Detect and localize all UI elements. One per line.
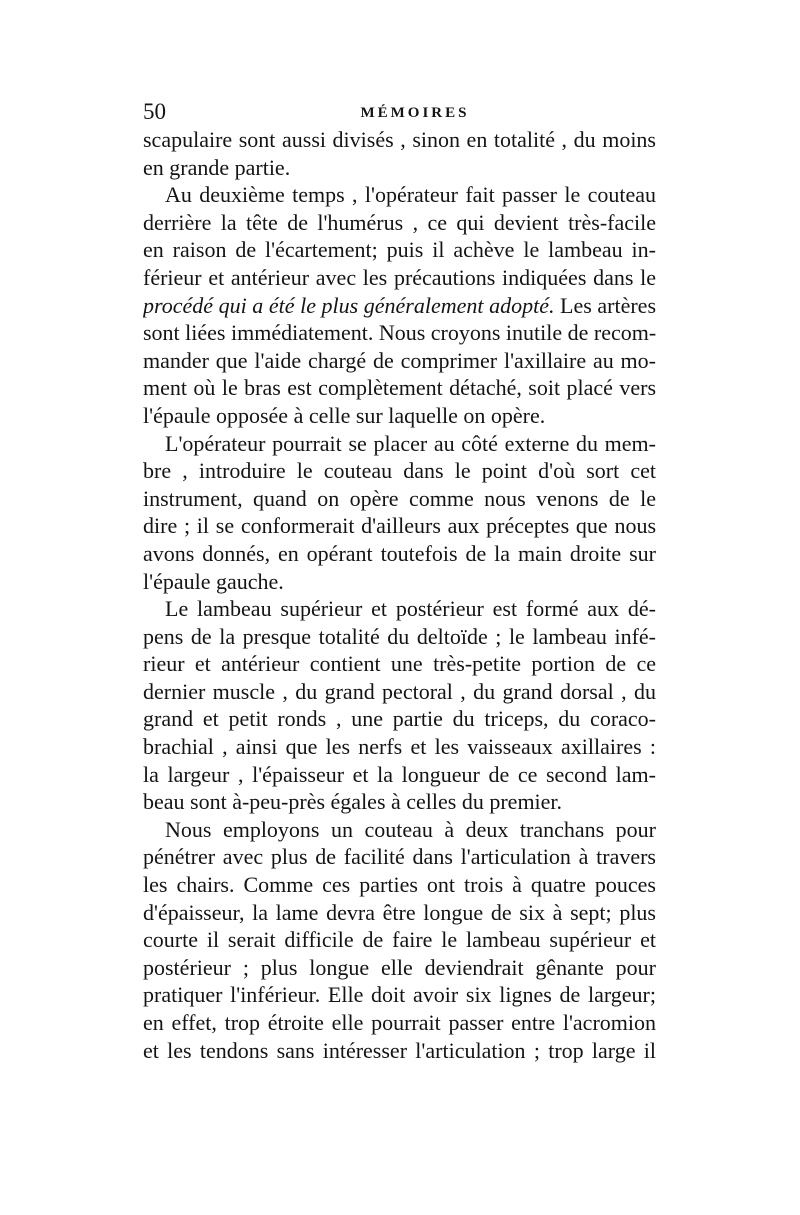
text-line-26: Nous employons un couteau à deux tranchans pour: [165, 816, 656, 842]
text-line-1: scapulaire sont aussi divisés , sinon en totalité , du moins: [143, 127, 656, 152]
text-line-13: bre , introduire le couteau dans le point d'où sort cet: [143, 458, 656, 484]
text-line-8: sont liées immédiatement. Nous croyons inutile de recom-: [143, 320, 656, 346]
text-line-17: l'épaule gauche.: [143, 568, 284, 594]
text-line-33: en effet, trop étroite elle pourrait passer entre l'acromion: [143, 1010, 656, 1035]
text-line-14: instrument, quand on opère comme nous venons de le: [143, 485, 656, 511]
text-line-7-rest: Les artères: [554, 292, 656, 318]
text-line-15: dire ; il se conformerait d'ailleurs aux préceptes que nous: [143, 513, 656, 539]
text-line-6: férieur et antérieur avec les précautions indiquées dans le: [143, 264, 656, 290]
text-line-10: ment où le bras est complètement détaché, soit placé vers: [143, 375, 656, 401]
running-head: MÉMOIRES: [360, 105, 470, 121]
page-number: 50: [143, 99, 166, 124]
text-line-27: pénétrer avec plus de facilité dans l'articulation à travers: [143, 844, 656, 870]
text-line-21: dernier muscle , du grand pectoral , du grand dorsal , du: [143, 678, 656, 704]
text-line-4: derrière la tête de l'humérus , ce qui devient très-facile: [143, 209, 656, 235]
text-line-34: et les tendons sans intéresser l'articulation ; trop large il: [143, 1037, 656, 1063]
text-line-19: pens de la presque totalité du deltoïde ; le lambeau infé-: [143, 623, 656, 649]
text-line-28: les chairs. Comme ces parties ont trois à quatre pouces: [143, 872, 656, 898]
text-line-12: L'opérateur pourrait se placer au côté externe du mem-: [165, 430, 656, 456]
text-line-24: la largeur , l'épaisseur et la longueur de ce second lam-: [143, 761, 656, 787]
text-line-5: en raison de l'écartement; puis il achève le lambeau in-: [143, 237, 656, 263]
text-line-11: l'épaule opposée à celle sur laquelle on opère.: [143, 402, 546, 428]
text-line-16: avons donnés, en opérant toutefois de la main droite sur: [143, 540, 656, 566]
text-line-7: [143, 292, 656, 320]
text-line-31: postérieur ; plus longue elle deviendrait gênante pour: [143, 954, 656, 980]
text-line-23: brachial , ainsi que les nerfs et les vaisseaux axillaires :: [143, 734, 656, 760]
italic-phrase: procédé qui a été le plus généralement adopté.: [143, 292, 555, 318]
text-line-20: rieur et antérieur contient une très-petite portion de ce: [143, 651, 656, 677]
text-line-3: Au deuxième temps , l'opérateur fait passer le couteau: [165, 182, 656, 208]
text-line-2: en grande partie.: [143, 154, 291, 180]
body-text: [143, 126, 656, 1064]
text-line-29: d'épaisseur, la lame devra être longue de six à sept; plus: [143, 899, 656, 925]
text-line-32: pratiquer l'inférieur. Elle doit avoir six lignes de largeur;: [143, 982, 656, 1008]
text-line-25: beau sont à-peu-près égales à celles du premier.: [143, 789, 563, 815]
text-line-9: mander que l'aide chargé de comprimer l'axillaire au mo-: [143, 347, 656, 373]
text-line-18: Le lambeau supérieur et postérieur est formé aux dé-: [165, 596, 656, 622]
text-line-22: grand et petit ronds , une partie du triceps, du coraco-: [143, 706, 656, 732]
text-line-30: courte il serait difficile de faire le lambeau supérieur et: [143, 927, 656, 953]
